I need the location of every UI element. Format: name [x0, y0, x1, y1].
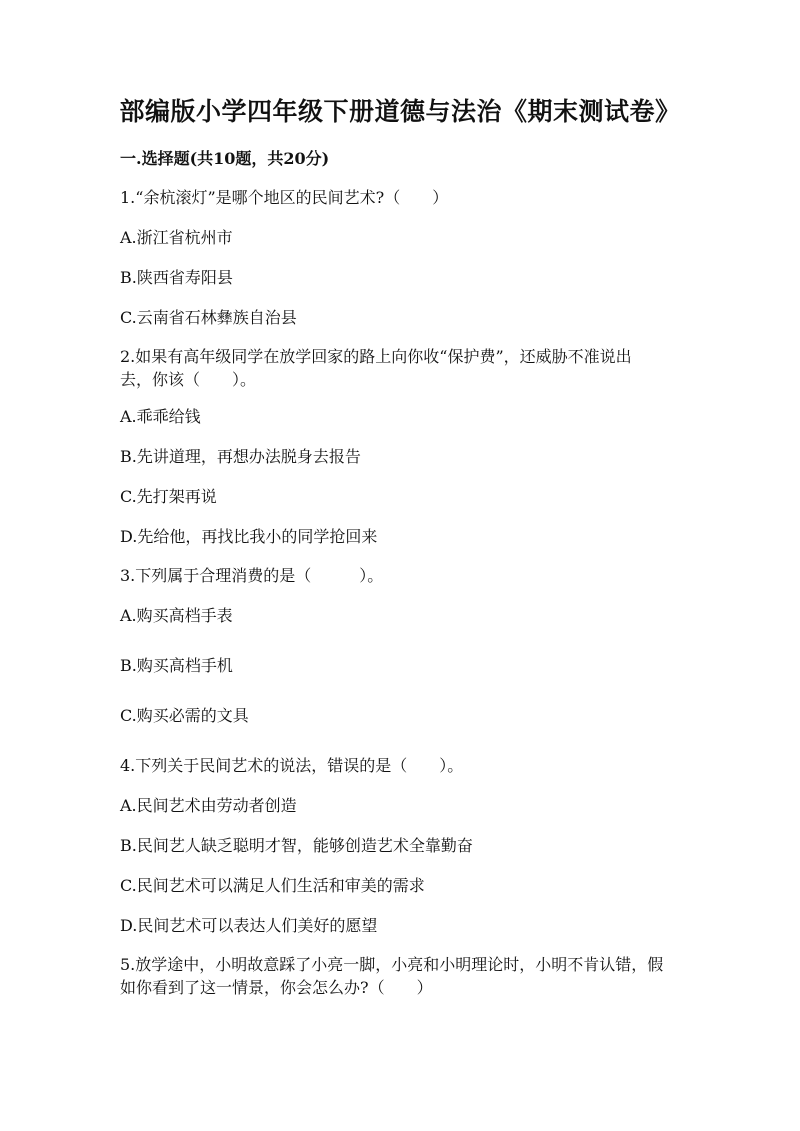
page-title: 部编版小学四年级下册道德与法治《期末测试卷》 [119, 97, 681, 126]
question-4-stem: 4.下列关于民间艺术的说法，错误的是（ ）。 [120, 756, 464, 775]
question-4-option-c: C.民间艺术可以满足人们生活和审美的需求 [120, 876, 425, 895]
section-heading: 一.选择题(共10题，共20分) [120, 149, 330, 168]
question-1-option-b: B.陕西省寿阳县 [120, 268, 233, 287]
question-5-stem-line-1: 5.放学途中，小明故意踩了小亮一脚，小亮和小明理论时，小明不肯认错，假 [120, 955, 664, 974]
question-2-option-c: C.先打架再说 [120, 487, 217, 506]
question-2-option-a: A.乖乖给钱 [120, 407, 201, 426]
question-4-option-b: B.民间艺人缺乏聪明才智，能够创造艺术全靠勤奋 [120, 836, 473, 855]
question-3-option-c: C.购买必需的文具 [120, 706, 249, 725]
question-2-option-d: D.先给他，再找比我小的同学抢回来 [120, 527, 378, 546]
question-4-option-a: A.民间艺术由劳动者创造 [120, 796, 297, 815]
question-1-stem: 1.“余杭滚灯”是哪个地区的民间艺术?（ ） [120, 188, 449, 207]
question-1-option-c: C.云南省石林彝族自治县 [120, 308, 297, 327]
question-2-stem-line-1: 2.如果有高年级同学在放学回家的路上向你收“保护费”，还威胁不准说出 [120, 347, 632, 366]
question-1-option-a: A.浙江省杭州市 [120, 228, 233, 247]
question-3-option-b: B.购买高档手机 [120, 656, 233, 675]
question-3-option-a: A.购买高档手表 [120, 606, 233, 625]
question-5-stem-line-2: 如你看到了这一情景，你会怎么办?（ ） [120, 978, 433, 997]
question-2-stem-line-2: 去，你该（ ）。 [120, 370, 257, 389]
question-3-stem: 3.下列属于合理消费的是（ ）。 [120, 566, 384, 585]
question-2-option-b: B.先讲道理，再想办法脱身去报告 [120, 447, 361, 466]
question-4-option-d: D.民间艺术可以表达人们美好的愿望 [120, 916, 378, 935]
